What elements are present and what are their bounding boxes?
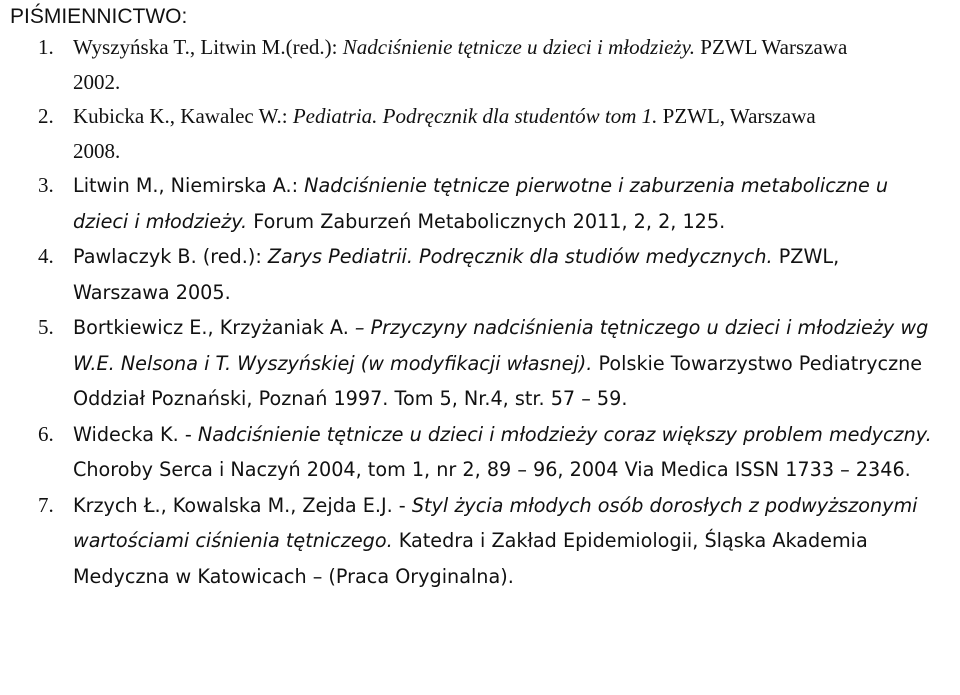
reference-text: Oddział Poznański, Poznań 1997. Tom 5, Nr.4, str. 57 – 59.: [73, 387, 628, 410]
reference-number: 5.: [38, 315, 54, 339]
reference-text: Warszawa 2005.: [73, 280, 231, 304]
reference-title-text: W.E. Nelsona i T. Wyszyńskiej (w modyfikacji własnej).: [73, 351, 593, 375]
reference-text: PZWL, Warszawa: [657, 104, 816, 128]
reference-line: [73, 134, 950, 169]
reference-text: Polskie Towarzystwo Pediatryczne: [592, 351, 923, 375]
reference-text: Litwin M., Niemirska A.:: [73, 174, 305, 197]
reference-text: Pawlaczyk B. (red.):: [73, 245, 268, 268]
reference-line: [73, 381, 950, 417]
reference-line: [73, 275, 950, 311]
reference-item: [0, 239, 960, 310]
reference-text: PZWL Warszawa: [695, 35, 848, 59]
reference-line: [73, 417, 950, 453]
reference-item: [0, 310, 960, 417]
reference-line: [73, 239, 950, 275]
reference-item: [0, 417, 960, 488]
reference-title-text: dzieci i młodzieży.: [73, 209, 248, 233]
reference-line: [73, 30, 950, 65]
reference-line: [73, 204, 950, 240]
reference-line: [73, 310, 950, 346]
reference-text: Choroby Serca i Naczyń 2004, tom 1, nr 2, 89 – 96, 2004 Via Medica ISSN 1733 – 2346.: [73, 458, 911, 481]
reference-line: [73, 488, 950, 524]
reference-title-text: Pediatria. Podręcznik dla studentów tom 1.: [292, 104, 658, 128]
reference-text: Krzych Ł., Kowalska M., Zejda E.J. -: [73, 493, 412, 517]
reference-item: [0, 168, 960, 239]
reference-text: Katedra i Zakład Epidemiologii, Śląska Akademia: [392, 529, 868, 552]
reference-number: 4.: [38, 244, 54, 268]
reference-line: [73, 65, 950, 100]
reference-title-text: Nadciśnienie tętnicze pierwotne i zaburzenia metaboliczne u: [304, 174, 889, 197]
reference-item: [0, 30, 960, 99]
reference-number: 3.: [38, 173, 54, 197]
reference-text: Medyczna w Katowicach – (Praca Oryginalna).: [73, 564, 514, 588]
reference-text: Bortkiewicz E., Krzyżaniak A.: [73, 316, 355, 339]
reference-line: [73, 168, 950, 204]
reference-line: [73, 346, 950, 382]
bibliography-heading: PIŚMIENNICTWO:: [10, 5, 188, 28]
reference-list: [0, 30, 960, 594]
reference-line: [73, 452, 950, 488]
reference-item: [0, 99, 960, 168]
reference-line: [73, 99, 950, 134]
reference-title-text: Nadciśnienie tętnicze u dzieci i młodzieży.: [342, 35, 696, 59]
reference-title-text: wartościami ciśnienia tętniczego.: [73, 529, 393, 552]
reference-title-text: – Przyczyny nadciśnienia tętniczego u dzieci i młodzieży wg: [354, 316, 929, 339]
reference-item: [0, 488, 960, 595]
reference-text: Forum Zaburzeń Metabolicznych 2011, 2, 2, 125.: [247, 209, 726, 233]
reference-title-text: Zarys Pediatrii. Podręcznik dla studiów medycznych.: [267, 245, 773, 268]
reference-number: 1.: [38, 35, 54, 59]
reference-number: 2.: [38, 104, 54, 128]
reference-number: 7.: [38, 492, 54, 517]
reference-line: [73, 523, 950, 559]
reference-title-text: Nadciśnienie tętnicze u dzieci i młodzieży coraz większy problem medyczny.: [197, 422, 932, 446]
reference-text: 2008.: [73, 138, 121, 163]
reference-text: Wyszyńska T., Litwin M.(red.):: [73, 35, 343, 59]
reference-text: Widecka K. -: [73, 422, 198, 446]
reference-text: 2002.: [73, 69, 121, 94]
reference-number: 6.: [38, 421, 54, 446]
reference-text: Kubicka K., Kawalec W.:: [73, 104, 293, 128]
reference-title-text: Styl życia młodych osób dorosłych z podwyższonymi: [411, 493, 918, 517]
reference-text: PZWL,: [772, 245, 840, 268]
reference-line: [73, 559, 950, 595]
